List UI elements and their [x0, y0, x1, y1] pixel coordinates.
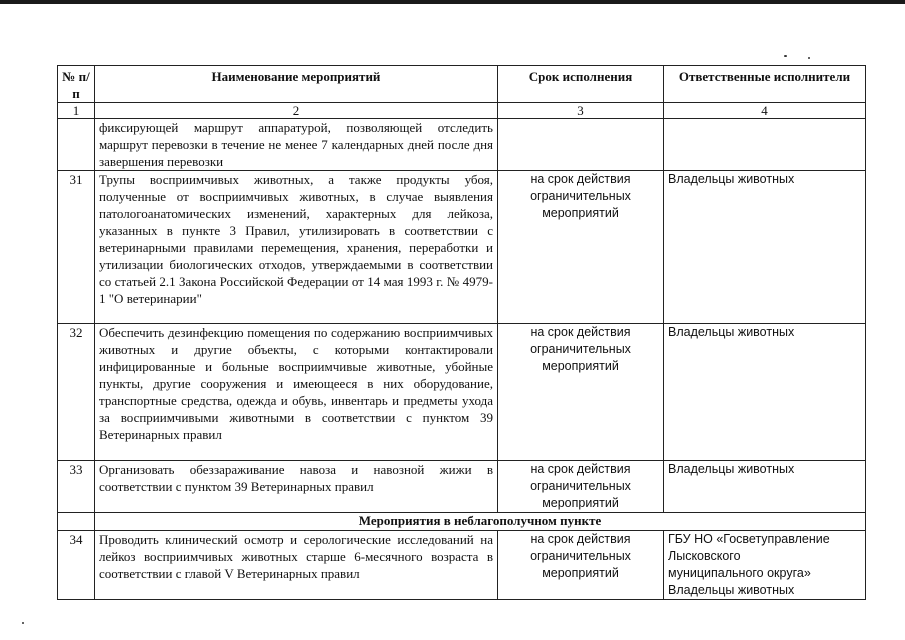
header-num: № п/п: [58, 66, 95, 103]
column-index: 2: [95, 103, 498, 119]
row-term: на срок действия ограничительных мероприятий: [498, 531, 664, 600]
row-measure: Трупы восприимчивых животных, а также продукты убоя, полученные от восприимчивых животных, в случае выявления патологоанатомических изменений, характерных для лейкоза, указанных в пункте 3 Правил, утилизировать в соответствии с ветеринарными правилами перемещения, хранения, переработки и утилизации биологических отходов, утверждаемыми в соответствии со статьей 2.1 Закона Российской Федерации от 14 мая 1993 г. № 4979-1 "О ветеринарии": [95, 171, 498, 324]
row-num: 34: [58, 531, 95, 600]
header-resp: Ответственные исполнители: [664, 66, 866, 103]
table-row: [58, 531, 866, 600]
row-num: 33: [58, 461, 95, 513]
row-measure: Организовать обеззараживание навоза и навозной жижи в соответствии с пунктом 39 Ветеринарных правил: [95, 461, 498, 513]
row-measure: Проводить клинический осмотр и серологические исследований на лейкоз восприимчивых животных старше 6-месячного возраста в соответствии с главой V Ветеринарных правил: [95, 531, 498, 600]
column-index: 3: [498, 103, 664, 119]
row-measure: Обеспечить дезинфекцию помещения по содержанию восприимчивых животных и другие объекты, с которыми контактировали инфицированные и больные восприимчивые животные, убойные пункты, другие сооружения и имеющееся в них оборудование, транспортные средства, одежда и обувь, инвентарь и предметы ухода за восприимчивыми животными в соответствии с пунктом 39 Ветеринарных правил: [95, 324, 498, 461]
row-num: 31: [58, 171, 95, 324]
row-responsible: Владельцы животных: [664, 461, 866, 513]
table-row: [58, 461, 866, 513]
section-row: [58, 513, 866, 531]
scan-speck: [22, 622, 24, 624]
row-responsible: Владельцы животных: [664, 324, 866, 461]
table-row: [58, 171, 866, 324]
table-header-row: [58, 66, 866, 103]
table-row: [58, 324, 866, 461]
column-index-row: [58, 103, 866, 119]
row-num: 32: [58, 324, 95, 461]
row-term: на срок действия ограничительных мероприятий: [498, 171, 664, 324]
row-responsible: [664, 531, 866, 600]
page-top-border: [0, 0, 905, 4]
row-term: [498, 119, 664, 171]
row-measure: фиксирующей маршрут аппаратурой, позволяющей отследить маршрут перевозки в течение не менее 7 календарных дней после дня завершения перевозки: [95, 119, 498, 171]
column-index: 1: [58, 103, 95, 119]
measures-table: [57, 65, 866, 600]
responsible-line: Владельцы животных: [668, 583, 795, 597]
document-sheet: [57, 65, 865, 600]
column-index: 4: [664, 103, 866, 119]
scan-speck: [784, 55, 787, 57]
scan-speck: [808, 57, 810, 59]
header-term: Срок исполнения: [498, 66, 664, 103]
section-title: Мероприятия в неблагополучном пункте: [95, 513, 866, 531]
responsible-line: муниципального округа»: [668, 566, 811, 580]
table-row: [58, 119, 866, 171]
row-term: на срок действия ограничительных мероприятий: [498, 461, 664, 513]
row-term: на срок действия ограничительных мероприятий: [498, 324, 664, 461]
section-num-cell: [58, 513, 95, 531]
header-name: Наименование мероприятий: [95, 66, 498, 103]
row-responsible: [664, 119, 866, 171]
responsible-line: ГБУ НО «Госветуправление: [668, 532, 830, 546]
row-responsible: Владельцы животных: [664, 171, 866, 324]
row-num: [58, 119, 95, 171]
responsible-line: Лысковского: [668, 549, 741, 563]
